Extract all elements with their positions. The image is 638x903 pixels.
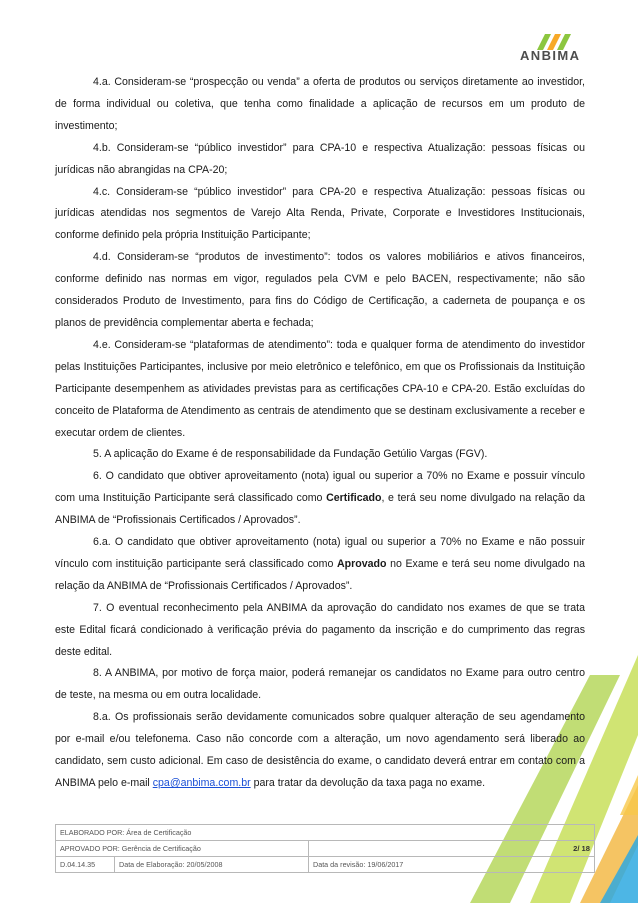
page-number: 2/ 18 <box>309 841 595 857</box>
data-revisao: Data da revisão: 19/06/2017 <box>309 857 595 873</box>
data-elaboracao: Data de Elaboração: 20/05/2008 <box>115 857 309 873</box>
document-code: D.04.14.35 <box>56 857 115 873</box>
paragraph-4a: 4.a. Consideram-se “prospecção ou venda” a oferta de produtos ou serviços diretamente ao investidor, de forma individual ou coletiva, que tenha como finalidade a aplicação de recursos em um produto de investimento; <box>55 76 585 132</box>
paragraph-7: 7. O eventual reconhecimento pela ANBIMA da aprovação do candidato nos exames de que se trata este Edital ficará condicionado à verificação prévia do pagamento da inscrição e do cumprimento das regras deste edital. <box>55 601 585 658</box>
elaborado-por: ELABORADO POR: Área de Certificação <box>56 825 595 841</box>
paragraph-6a: 6.a. O candidato que obtiver aproveitamento (nota) igual ou superior a 70% no Exame e não possuir vínculo com instituição participante será classificado como Aprovado no Exame e terá seu nome divulgado na relação da ANBIMA de “Profissionais Certificados / Aprovados”. <box>55 536 585 592</box>
paragraph-4b: 4.b. Consideram-se “público investidor” para CPA-10 e respectiva Atualização: pessoas físicas ou jurídicas não abrangidas na CPA-20; <box>55 141 585 176</box>
document-body <box>55 72 585 795</box>
paragraph-4c: 4.c. Consideram-se “público investidor” para CPA-20 e respectiva Atualização: pessoas físicas ou jurídicas atendidas nos segmentos de Varejo Alta Renda, Private, Corporate e Investidores Institucionais, conforme definido pela própria Instituição Participante; <box>55 185 585 242</box>
footer-table <box>55 824 595 873</box>
paragraph-8: 8. A ANBIMA, por motivo de força maior, poderá remanejar os candidatos no Exame para outro centro de teste, na mesma ou em outra localidade. <box>55 667 585 702</box>
paragraph-8a: 8.a. Os profissionais serão devidamente comunicados sobre qualquer alteração de seu agendamento por e-mail e/ou telefonema. Caso não concorde com a alteração, um novo agendamento será liberado ao candidato, sem custo adicional. Em caso de desistência do exame, o candidato deverá entrar em contato com a ANBIMA pelo e-mail cpa@anbima.com.br para tratar da devolução da taxa paga no exame. <box>55 711 585 789</box>
paragraph-4e: 4.e. Consideram-se “plataformas de atendimento”: toda e qualquer forma de atendimento do investidor pelas Instituições Participantes, inclusive por meio eletrônico e telefônico, em que os Profissionais da Instituição Participante desempenhem as atividades previstas para as certificações CPA-10 e CPA-20. Estão excluídas do conceito de Plataforma de Atendimento as centrais de atendimento que se destinam exclusivamente a receber e executar ordem de clientes. <box>55 338 585 439</box>
email-link[interactable]: cpa@anbima.com.br <box>152 777 251 789</box>
aprovado-term: Aprovado <box>337 557 387 570</box>
paragraph-4d: 4.d. Consideram-se “produtos de investimento”: todos os valores mobiliários e ativos financeiros, conforme definido nas normas em vigor, regulados pela CVM e pelo BACEN, respectivamente; não são considerados Produto de Investimento, para fins do Código de Certificação, a caderneta de poupança e os planos de previdência complementar aberta e fechada; <box>55 251 585 329</box>
paragraph-5: 5. A aplicação do Exame é de responsabilidade da Fundação Getúlio Vargas (FGV). <box>93 448 488 461</box>
paragraph-6: 6. O candidato que obtiver aproveitamento (nota) igual ou superior a 70% no Exame e possuir vínculo com uma Instituição Participante será classificado como Certificado, e terá seu nome divulgado na relação da ANBIMA de “Profissionais Certificados / Aprovados”. <box>55 470 586 527</box>
aprovado-por: APROVADO POR: Gerência de Certificação <box>56 841 309 857</box>
certificado-term: Certificado <box>326 492 382 505</box>
logo-text: ANBIMA <box>520 48 581 63</box>
